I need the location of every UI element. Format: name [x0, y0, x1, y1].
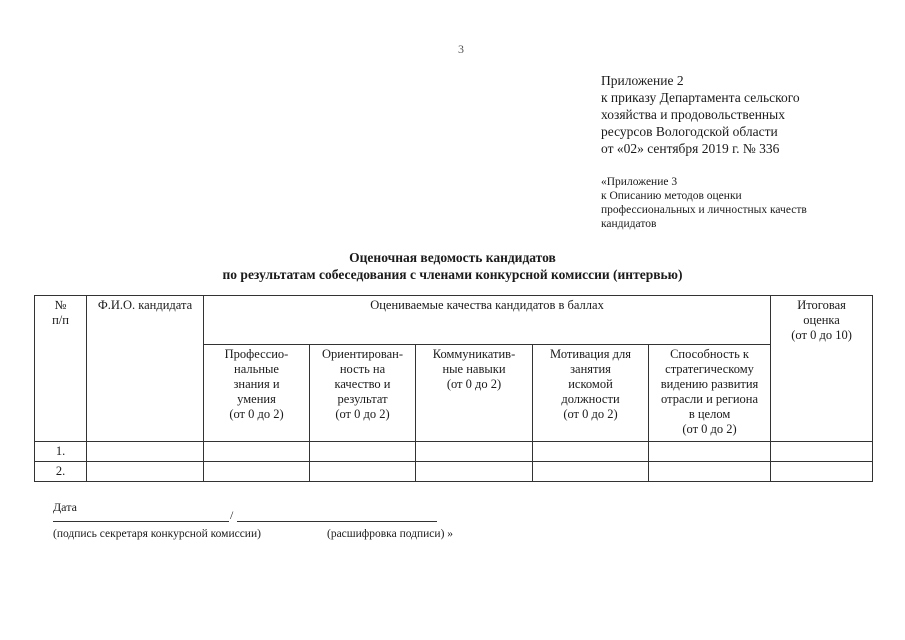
table-cell: [310, 462, 416, 482]
table-cell: [771, 462, 873, 482]
header-number: № п/п: [35, 296, 87, 442]
document-title-line: Оценочная ведомость кандидатов: [349, 250, 556, 265]
table-cell: [533, 442, 649, 462]
table-row: [35, 442, 873, 462]
table-cell: [533, 462, 649, 482]
signature-decoding-line: [237, 521, 437, 522]
document-title: [0, 249, 905, 283]
header-total-score: Итоговая оценка (от 0 до 10): [771, 296, 873, 442]
row-number: 1.: [35, 442, 87, 462]
header-candidate-name: Ф.И.О. кандидата: [87, 296, 204, 442]
appendix-main-line: от «02» сентября 2019 г. № 336: [601, 141, 780, 156]
table-cell: [771, 442, 873, 462]
signature-line: [53, 521, 229, 522]
table-cell: [204, 442, 310, 462]
page-number: 3: [458, 42, 464, 56]
appendix-sub-line: к Описанию методов оценки: [601, 190, 742, 202]
table-cell: [649, 462, 771, 482]
signature-decoding-caption: (расшифровка подписи) »: [327, 528, 454, 540]
appendix-sub-line: кандидатов: [601, 218, 657, 230]
signature-caption: (подпись секретаря конкурсной комиссии): [53, 528, 261, 540]
table-cell: [416, 442, 533, 462]
header-quality-orientation: Ориентирован- ность на качество и результат (от 0 до 2): [310, 345, 416, 442]
table-cell: [310, 442, 416, 462]
table-cell: [649, 442, 771, 462]
header-communication-skills: Коммуникатив- ные навыки (от 0 до 2): [416, 345, 533, 442]
header-motivation: Мотивация для занятия искомой должности (от 0 до 2): [533, 345, 649, 442]
table-cell: [87, 442, 204, 462]
header-evaluated-qualities: Оцениваемые качества кандидатов в баллах: [204, 296, 771, 345]
header-professional-knowledge: Профессио- нальные знания и умения (от 0 до 2): [204, 345, 310, 442]
appendix-main-line: к приказу Департамента сельского: [601, 90, 800, 105]
evaluation-table: [34, 295, 873, 482]
row-number: 2.: [35, 462, 87, 482]
appendix-main-line: Приложение 2: [601, 73, 684, 88]
date-label: Дата: [53, 500, 77, 514]
table-cell: [87, 462, 204, 482]
header-strategic-vision: Способность к стратегическому видению развития отрасли и региона в целом (от 0 до 2): [649, 345, 771, 442]
appendix-main-line: ресурсов Вологодской области: [601, 124, 778, 139]
document-title-line: по результатам собеседования с членами конкурсной комиссии (интервью): [222, 267, 683, 282]
appendix-sub-block: [601, 175, 807, 231]
appendix-main-line: хозяйства и продовольственных: [601, 107, 785, 122]
appendix-sub-line: профессиональных и личностных качеств: [601, 204, 807, 216]
signature-separator: /: [230, 508, 234, 522]
table-cell: [204, 462, 310, 482]
appendix-sub-line: «Приложение 3: [601, 176, 678, 188]
table-row: [35, 462, 873, 482]
appendix-main-block: [601, 72, 800, 157]
table-cell: [416, 462, 533, 482]
